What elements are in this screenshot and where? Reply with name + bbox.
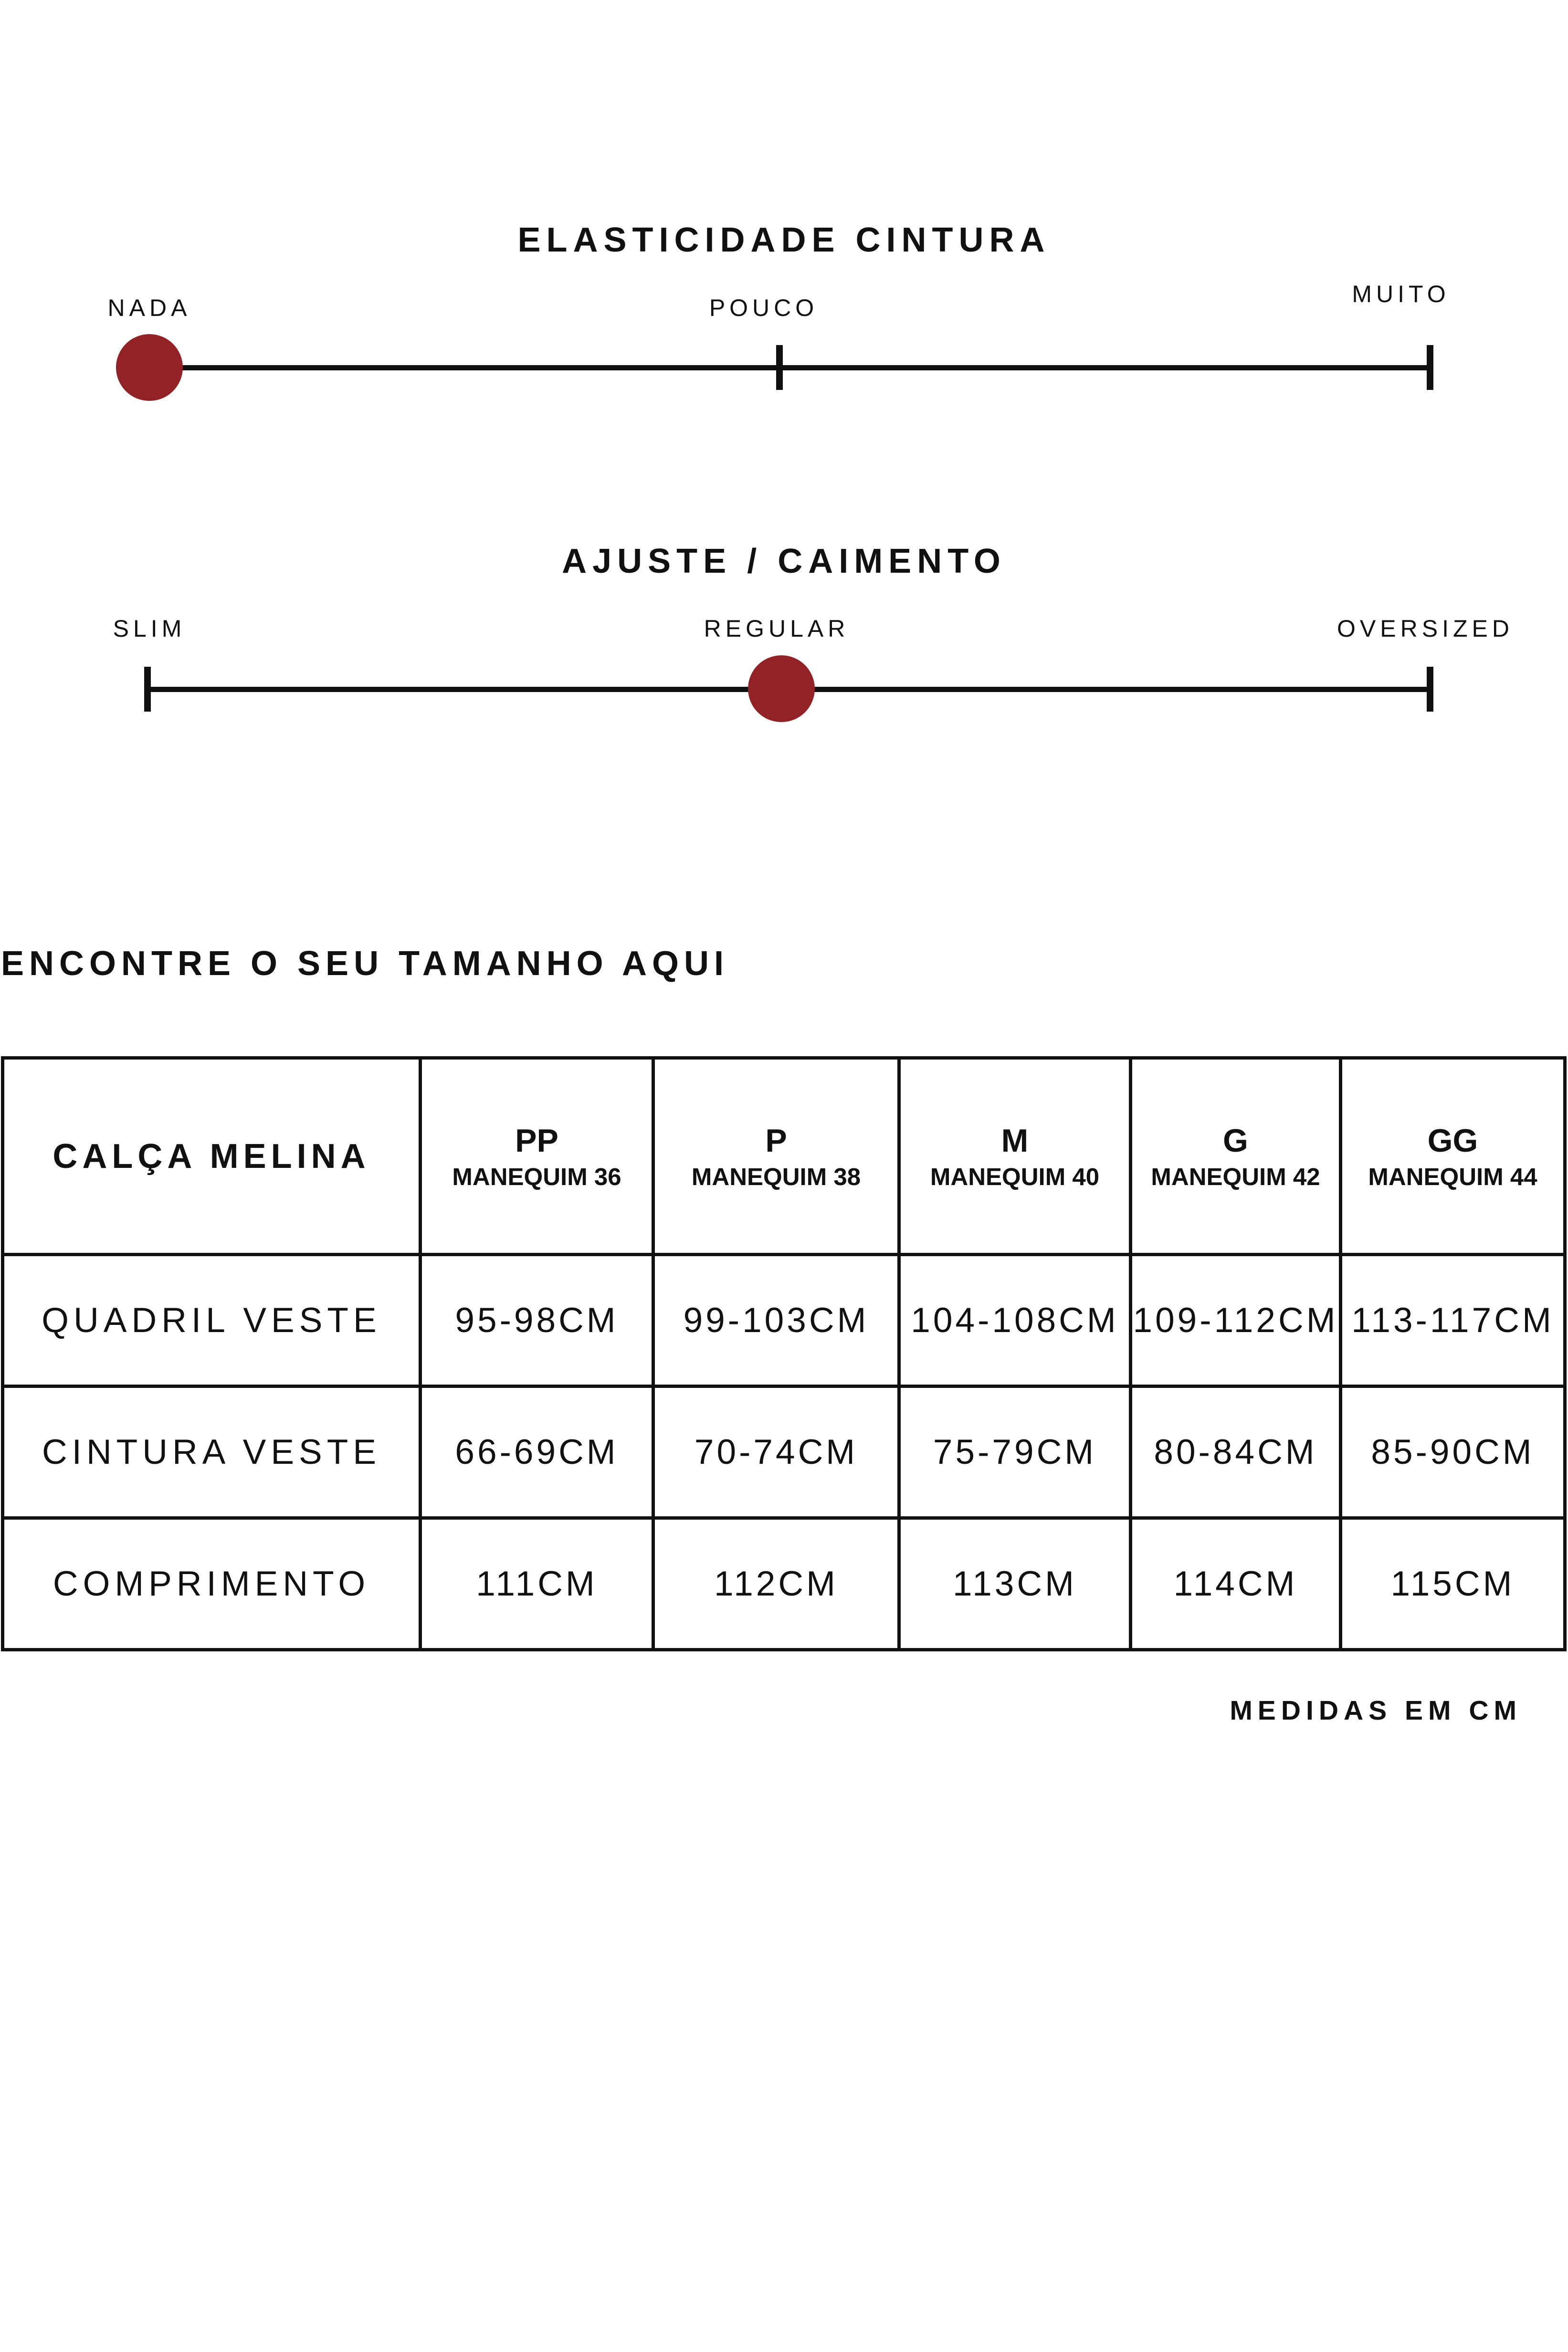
table-cell: 111CM — [421, 1518, 653, 1650]
size-code: GG — [1427, 1122, 1478, 1159]
scale-indicator-dot — [116, 334, 183, 401]
size-mannequin: MANEQUIM 38 — [691, 1163, 861, 1190]
measurement-unit-note: MEDIDAS EM CM — [1230, 1695, 1522, 1726]
table-cell: 75-79CM — [899, 1386, 1131, 1518]
size-header — [899, 1058, 1131, 1255]
table-row — [3, 1255, 1565, 1386]
size-mannequin: MANEQUIM 40 — [930, 1163, 1100, 1190]
row-label: QUADRIL VESTE — [3, 1255, 421, 1386]
scale-indicator-dot — [748, 655, 815, 722]
scale-tick-min — [144, 667, 151, 712]
size-header — [1341, 1058, 1565, 1255]
scale-title: AJUSTE / CAIMENTO — [562, 542, 1006, 580]
row-label: CINTURA VESTE — [3, 1386, 421, 1518]
table-cell: 66-69CM — [421, 1386, 653, 1518]
table-cell: 80-84CM — [1131, 1386, 1341, 1518]
product-name-cell — [3, 1058, 421, 1255]
scale-tick-mid — [776, 345, 783, 390]
size-table — [1, 1056, 1567, 1651]
table-cell: 113-117CM — [1341, 1255, 1565, 1386]
size-header — [421, 1058, 653, 1255]
scale-label-min: NADA — [107, 294, 191, 321]
size-section-heading: ENCONTRE O SEU TAMANHO AQUI — [1, 945, 729, 983]
scale-track — [147, 365, 1430, 370]
size-code: G — [1223, 1122, 1248, 1159]
scale-label-mid: POUCO — [709, 294, 819, 321]
scale-tick-max — [1427, 667, 1433, 712]
table-cell: 95-98CM — [421, 1255, 653, 1386]
product-name: CALÇA MELINA — [53, 1137, 370, 1176]
table-cell: 113CM — [899, 1518, 1131, 1650]
table-row — [3, 1518, 1565, 1650]
table-header-row — [3, 1058, 1565, 1255]
table-cell: 112CM — [653, 1518, 899, 1650]
scale-label-min: SLIM — [113, 615, 186, 642]
size-code: PP — [515, 1122, 558, 1159]
table-row — [3, 1386, 1565, 1518]
size-mannequin: MANEQUIM 44 — [1368, 1163, 1537, 1190]
size-header — [1131, 1058, 1341, 1255]
scale-title: ELASTICIDADE CINTURA — [517, 221, 1051, 259]
size-code: M — [1001, 1122, 1029, 1159]
table-cell: 85-90CM — [1341, 1386, 1565, 1518]
scale-label-max: OVERSIZED — [1337, 615, 1514, 642]
table-cell: 104-108CM — [899, 1255, 1131, 1386]
scale-tick-max — [1427, 345, 1433, 390]
table-cell: 115CM — [1341, 1518, 1565, 1650]
size-code: P — [765, 1122, 787, 1159]
row-label: COMPRIMENTO — [3, 1518, 421, 1650]
table-cell: 114CM — [1131, 1518, 1341, 1650]
size-mannequin: MANEQUIM 36 — [452, 1163, 621, 1190]
table-cell: 99-103CM — [653, 1255, 899, 1386]
table-cell: 109-112CM — [1131, 1255, 1341, 1386]
table-cell: 70-74CM — [653, 1386, 899, 1518]
size-header — [653, 1058, 899, 1255]
scale-label-mid: REGULAR — [704, 615, 850, 642]
scale-label-max: MUITO — [1352, 281, 1450, 307]
size-mannequin: MANEQUIM 42 — [1151, 1163, 1320, 1190]
